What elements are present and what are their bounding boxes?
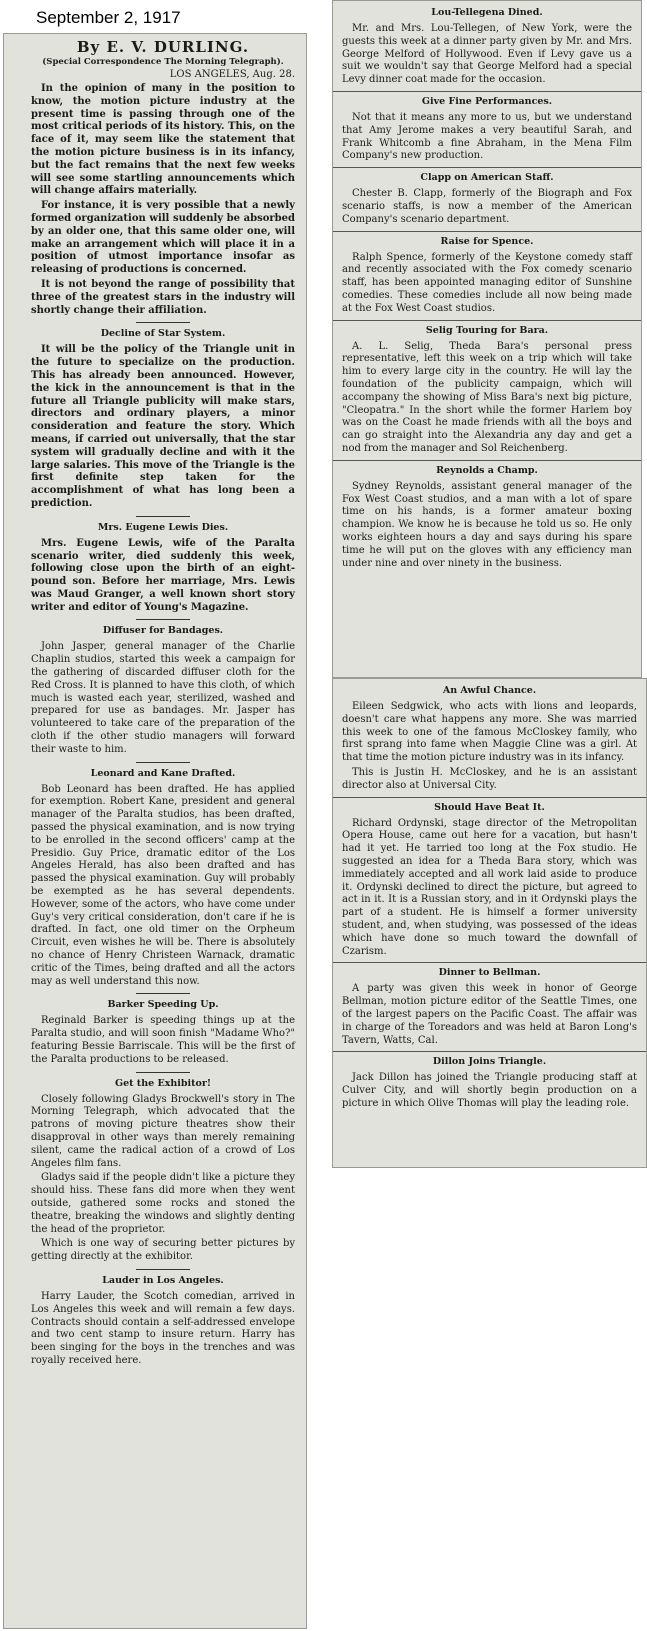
- section-rule: [136, 619, 190, 620]
- article-heading: An Awful Chance.: [442, 685, 537, 696]
- article-paragraph: Closely following Gladys Brockwell's story in The Morning Telegraph, which advocated that the patrons of moving picture theatres show their disapproval in other ways than merely remaining silent, came the radical action of a crowd of Los Angeles film fans.: [31, 1093, 295, 1169]
- article: [31, 619, 295, 756]
- article-heading: Clapp on American Staff.: [420, 172, 554, 184]
- article-heading: Reynolds a Champ.: [436, 464, 538, 476]
- article-divider: [333, 1051, 646, 1052]
- article-paragraph: Not that it means any more to us, but we understand that Amy Jerome makes a very beautiful Sarah, and Frank Whitcomb a fine Abraham, in the Mena Film Company's new production.: [342, 111, 632, 162]
- article: [31, 322, 295, 510]
- article: [342, 802, 637, 959]
- article-heading: Leonard and Kane Drafted.: [90, 767, 236, 779]
- article-divider: [333, 460, 641, 461]
- article-paragraph: Which is one way of securing better pictures by getting directly at the exhibitor.: [31, 1238, 295, 1263]
- article-paragraph: Harry Lauder, the Scotch comedian, arrived in Los Angeles this week and will remain a few days. Contracts should contain a self-addressed envelope and two cent stamp to insure return. Harry has been singing for the boys in the trenches and was royally received here.: [31, 1290, 295, 1366]
- article-heading: Barker Speeding Up.: [107, 999, 219, 1011]
- article-heading: Get the Exhibitor!: [114, 1077, 212, 1089]
- article-paragraph: Sydney Reynolds, assistant general manager of the Fox West Coast studios, and a man with a lot of spare time on his hands, is a former amateur boxing champion. We know he is because he told us so. He only works eighteen hours a day and says during his spare time he will put on the gloves with any efficiency man under nine and over ninety in the business.: [342, 480, 632, 569]
- intro-paragraph: For instance, it is very possible that a newly formed organization will suddenly be absorbed by an older one, that this same older one, will make an arrangement which will place it in a position of utmost importance insofar as releasing of productions is concerned.: [31, 200, 295, 276]
- article: [342, 96, 632, 163]
- article-divider: [333, 320, 641, 321]
- byline: By E. V. DURLING.: [76, 38, 250, 56]
- article-heading: Give Fine Performances.: [421, 95, 553, 107]
- article-paragraph: Bob Leonard has been drafted. He has applied for exemption. Robert Kane, president and general manager of the Paralta studios, has been drafted, passed the physical examination, and is now trying to be enrolled in the second officers' camp at the Presidio. Guy Price, dramatic editor of the Los Angeles Herald, has also been drafted and has passed the physical examination. Guy will probably be exempted as he has several dependents. However, some of the actors, who have come under Guy's very critical consideration, don't care if he is drafted. In fact, one old timer on the Orpheum Circuit, even wishes he will be. There is absolutely no chance of Henry Christeen Warnack, dramatic critic of the Times, being drafted and all the actors may as well understand this now.: [31, 783, 295, 987]
- article: [342, 172, 632, 226]
- right-top-clipping: [332, 0, 642, 678]
- left-clipping: [3, 33, 307, 1629]
- article-paragraph: Jack Dillon has joined the Triangle producing staff at Culver City, and will shortly begin production on a picture in which Olive Thomas will play the leading role.: [342, 1072, 637, 1109]
- article: [31, 1072, 295, 1264]
- article: [342, 236, 632, 316]
- article-paragraph: John Jasper, general manager of the Charlie Chaplin studios, started this week a campaign for the gathering of discarded diffuser cloth for the Red Cross. It is planned to have this cloth, of which much is wasted each year, sterilized, washed and prepared for use as bandages. Mr. Jasper has volunteered to take care of the preparation of the cloth if the other studio managers will forward their waste to him.: [31, 641, 295, 755]
- article: [342, 1056, 637, 1110]
- article-paragraph: Ralph Spence, formerly of the Keystone comedy staff and recently associated with the Fox comedy scenario staff, has been appointed managing editor of Sunshine comedies. These comedies include all now being made at the Fox West Coast studios.: [342, 251, 632, 314]
- intro-text: [31, 83, 295, 317]
- article-paragraph: Reginald Barker is speeding things up at the Paralta studio, and will soon finish "Madame Who?" featuring Bessie Barriscale. This will be the first of the Paralta productions to be released.: [31, 1015, 295, 1065]
- section-rule: [136, 762, 190, 763]
- article-heading: Should Have Beat It.: [434, 801, 545, 813]
- article-divider: [333, 91, 641, 92]
- intro-paragraph: In the opinion of many in the position to know, the motion picture industry at the present time is passing through one of the most critical periods of its history. This, on the face of it, may seem like the statement that the motion picture business is in its infancy, but the fact remains that the next few weeks will see some startling announcements which will change affairs materially.: [31, 83, 295, 197]
- article: [31, 762, 295, 989]
- article-heading: Mrs. Eugene Lewis Dies.: [97, 521, 229, 533]
- right-bottom-articles: [342, 685, 637, 1111]
- article-heading: Lou-Tellegena Dined.: [431, 7, 543, 18]
- article-divider: [333, 797, 646, 798]
- article-heading: Dillon Joins Triangle.: [432, 1056, 547, 1068]
- article-paragraph: This is Justin H. McCloskey, and he is an assistant director also at Universal City.: [342, 766, 637, 791]
- article: [31, 993, 295, 1066]
- article-paragraph: A party was given this week in honor of George Bellman, motion picture editor of the Seattle Times, one of the largest papers on the Pacific Coast. The affair was in charge of the Toreadors and was held at Baron Long's Tavern, Watts, Cal.: [342, 983, 637, 1046]
- article-paragraph: It will be the policy of the Triangle unit in the future to specialize on the production. This has already been announced. However, the kick in the announcement is that in the future all Triangle publicity will make stars, directors and ordinary players, a minor consideration and feature the story. Which means, if carried out universally, that the star system will gradually decline and with it the large salaries. This move of the Triangle is the first definite step taken for the accomplishment of what has long been a prediction.: [31, 344, 295, 509]
- clipping-date: September 2, 1917: [36, 8, 181, 27]
- right-top-articles: [342, 7, 632, 570]
- article: [31, 516, 295, 615]
- article-paragraph: Mr. and Mrs. Lou-Tellegen, of New York, were the guests this week at a dinner party given by Mr. and Mrs. George Melford of Hollywood. Even if Levy gave us a suit we wouldn't say that George Melford had a special Levy dinner coat made for the occasion.: [342, 23, 632, 86]
- article: [342, 685, 637, 793]
- article-heading: Raise for Spence.: [440, 235, 534, 247]
- left-articles: [31, 322, 295, 1367]
- dateline: LOS ANGELES, Aug. 28.: [169, 69, 295, 80]
- section-rule: [136, 516, 190, 517]
- article-heading: Dinner to Bellman.: [438, 967, 541, 979]
- section-rule: [136, 322, 190, 323]
- intro-paragraph: It is not beyond the range of possibility that three of the greatest stars in the industry will shortly change their affiliation.: [31, 278, 295, 316]
- article-heading: Selig Touring for Bara.: [425, 324, 549, 336]
- article: [342, 7, 632, 87]
- article-divider: [333, 167, 641, 168]
- article-paragraph: Gladys said if the people didn't like a picture they should hiss. These fans did more when they went outside, gathered some rocks and stoned the theatre, breaking the windows and slightly denting the head of the proprietor.: [31, 1172, 295, 1235]
- section-rule: [136, 1269, 190, 1270]
- article-divider: [333, 231, 641, 232]
- article: [342, 967, 637, 1047]
- article: [342, 325, 632, 456]
- article-heading: Diffuser for Bandages.: [102, 625, 224, 637]
- article-divider: [333, 962, 646, 963]
- article-paragraph: Chester B. Clapp, formerly of the Biograph and Fox scenario staffs, is now a member of the American Company's scenario department.: [342, 188, 632, 225]
- article-paragraph: Richard Ordynski, stage director of the Metropolitan Opera House, came out here for a vacation, but hasn't had it yet. He tarried too long at the Fox studio. He suggested an idea for a Theda Bara story, which was immediately accepted and all work laid aside to produce it. Ordynski declined to direct the picture, but agreed to act in it. It is a Russian story, and in it Ordynski plays the part of a student. He is himself a former university student, and, when studying, was possessed of the ideas which have done so much toward the downfall of Czarism.: [342, 817, 637, 957]
- article-heading: Lauder in Los Angeles.: [102, 1274, 224, 1286]
- right-bottom-clipping: [332, 678, 647, 1168]
- correspondence-note: (Special Correspondence The Morning Telegraph).: [42, 57, 284, 67]
- article-paragraph: Eileen Sedgwick, who acts with lions and leopards, doesn't care what happens any more. She was married this week to one of the famous McCloskey family, who first sprang into fame when Maggie Cline was a girl. At that time the motion picture industry was in its infancy.: [342, 701, 637, 764]
- section-rule: [136, 993, 190, 994]
- article-heading: Decline of Star System.: [100, 328, 226, 340]
- article: [342, 465, 632, 571]
- article: [31, 1269, 295, 1368]
- article-paragraph: A. L. Selig, Theda Bara's personal press representative, left this week on a trip which will take him to every large city in the country. He will lay the foundation of the publicity campaign, which will accompany the showing of Miss Bara's next big picture, "Cleopatra." In the short while the former Harlem boy was on the Coast he made friends with all the boys and can go straight into the Alexandria any day and get a nod from the manager and Sol Reichenberg.: [342, 340, 632, 454]
- section-rule: [136, 1072, 190, 1073]
- article-paragraph: Mrs. Eugene Lewis, wife of the Paralta scenario writer, died suddenly this week, following close upon the birth of an eight-pound son. Before her marriage, Mrs. Lewis was Maud Granger, a well known short story writer and editor of Young's Magazine.: [31, 537, 295, 613]
